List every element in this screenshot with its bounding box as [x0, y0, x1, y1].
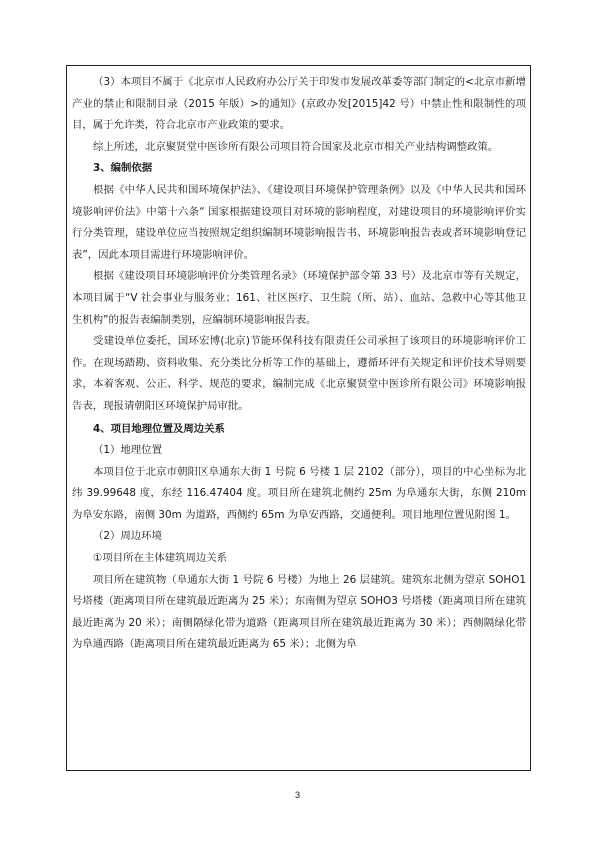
paragraph-building-relations: 项目所在建筑物（阜通东大街 1 号院 6 号楼）为地上 26 层建筑。建筑东北侧为望京 SOHO1 号塔楼（距离项目所在建筑最近距离为 25 米）；东南侧为望京 SOHO3 号塔楼（距离项目所在建筑最近距离为 20 米）；南侧隔绿化带为道路（距离项目所在建筑最近距离为 30 米）；西侧隔绿化带为阜通西路（距离项目所在建筑最近距离为 65 米）；北侧为阜: [72, 573, 526, 651]
page-content: [72, 72, 526, 656]
page-number: 3: [294, 790, 300, 800]
paragraph-legal-basis: 根据《中华人民共和国环境保护法》、《建设项目环境保护管理条例》以及《中华人民共和国环境影响评价法》中第十六条“ 国家根据建设项目对环境的影响程度，对建设项目的环境影响评价实行分类管理，建设单位应当按照规定组织编制环境影响报告书、环境影响报告表或者环境影响登记表”，因此本项目需进行环境影响评价。: [72, 183, 526, 261]
paragraph-industry-policy: （3）本项目不属于《北京市人民政府办公厅关于印发市发展改革委等部门制定的<北京市新增产业的禁止和限制目录（2015 年版）>的通知》(京政办发[2015]42 号）中禁止性和限制性的项目，属于允许类，符合北京市产业政策的要求。: [72, 76, 526, 132]
subheading-building-relations: ①项目所在主体建筑周边关系: [93, 552, 228, 565]
section-heading-basis: 3、编制依据: [93, 162, 153, 175]
section-heading-location: 4、项目地理位置及周边关系: [93, 422, 225, 435]
paragraph-summary: 综上所述，北京聚贤堂中医诊所有限公司项目符合国家及北京市相关产业结构调整政策。: [93, 140, 499, 153]
subheading-geo-location: （1）地理位置: [93, 444, 162, 457]
subheading-surroundings: （2）周边环境: [93, 530, 162, 543]
paragraph-classification: 根据《建设项目环境影响评价分类管理名录》（环境保护部令第 33 号）及北京市等有关规定，本项目属于“V 社会事业与服务业；161、社区医疗、卫生院（所、站）、血站、急救中心等其他卫生机构”的报告表编制类别，应编制环境影响报告表。: [72, 270, 526, 326]
paragraph-commission: 受建设单位委托，国环宏博(北京)节能环保科技有限责任公司承担了该项目的环境影响评价工作。在现场踏勘、资料收集、充分类比分析等工作的基础上，遵循环评有关规定和评价技术导则要求，本着客观、公正、科学、规范的要求，编制完成《北京聚贤堂中医诊所有限公司》环境影响报告表，现报请朝阳区环境保护局审批。: [72, 335, 526, 412]
paragraph-location: 本项目位于北京市朝阳区阜通东大街 1 号院 6 号楼 1 层 2102（部分），项目的中心坐标为北纬 39.99648 度，东经 116.47404 度。项目所在建筑北侧约 25m 为阜通东大街，东侧 210m 为阜安东路，南侧 30m 为道路，西侧约 65m 为阜安西路，交通便利。项目地理位置见附图 1。: [72, 465, 526, 521]
